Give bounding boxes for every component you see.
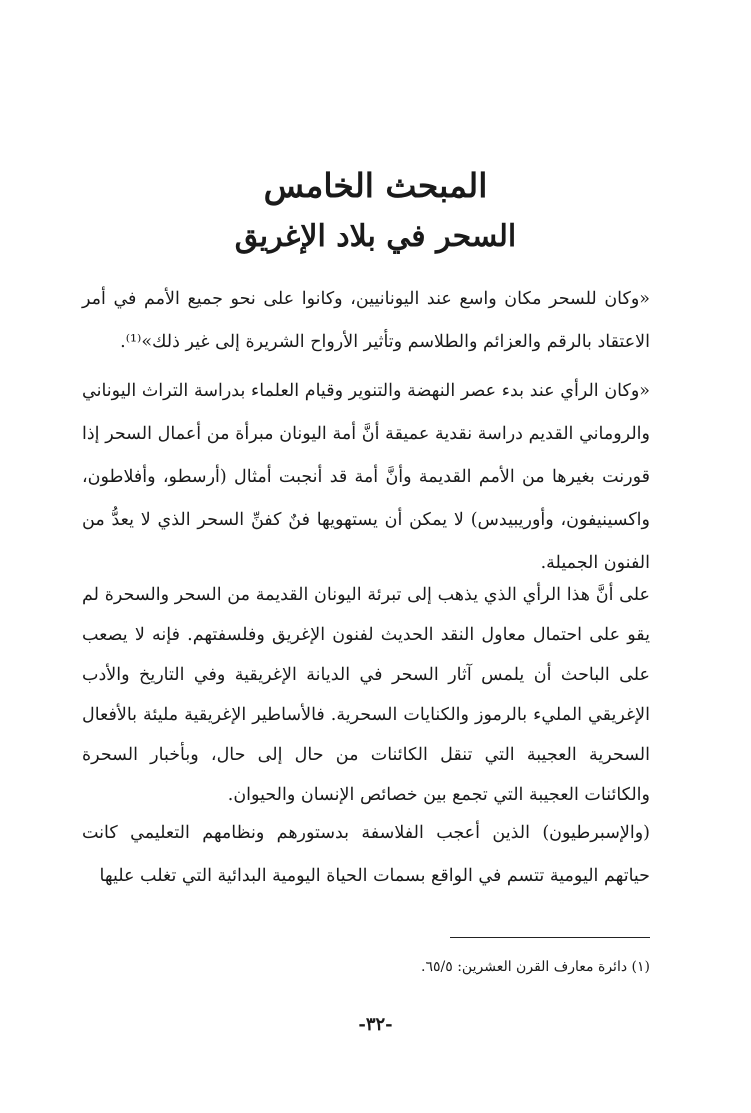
footnote: (١) دائرة معارف القرن العشرين: ٦٥/٥. [421, 959, 650, 975]
paragraph-2: «وكان الرأي عند بدء عصر النهضة والتنوير وقيام العلماء بدراسة التراث اليوناني والروماني القديم دراسة نقدية عميقة أنَّ أمة اليونان مبرأة من أعمال السحر إذا قورنت بغيرها من الأمم القديمة وأنَّ أمة قد أنجبت أمثال (أرسطو، وأفلاطون، واكسينيفون، وأوريبيدس) لا يمكن أن يستهويها فنٌ كفنِّ السحر الذي لا يعدُّ من الفنون الجميلة. [82, 381, 650, 573]
paragraph-1: «وكان للسحر مكان واسع عند اليونانيين، وكانوا على نحو جميع الأمم في أمر الاعتقاد بالرقم والعزائم والطلاسم وتأثير الأرواح الشريرة إلى غير ذلك»⁽¹⁾. [82, 289, 650, 352]
chapter-subtitle: السحر في بلاد الإغريق [234, 219, 517, 254]
footnote-divider [450, 937, 650, 938]
page-number: -٣٢- [358, 1014, 393, 1035]
chapter-title: المبحث الخامس [263, 166, 488, 205]
paragraph-4: (والإسبرطيون) الذين أعجب الفلاسفة بدستورهم ونظامهم التعليمي كانت حياتهم اليومية تتسم في الواقع بسمات الحياة اليومية البدائية التي تغلب عليها [82, 823, 650, 886]
paragraph-3: على أنَّ هذا الرأي الذي يذهب إلى تبرئة اليونان القديمة من السحر والسحرة لم يقو على احتمال معاول النقد الحديث لفنون الإغريق وفلسفتهم. فإنه لا يصعب على الباحث أن يلمس آثار السحر في الديانة الإغريقية وفي التاريخ والأدب الإغريقي المليء بالرموز والكنايات السحرية. فالأساطير الإغريقية مليئة بالأفعال السحرية العجيبة التي تنقل الكائنات من حال إلى حال، وبأخبار السحرة والكائنات العجيبة التي تجمع بين خصائص الإنسان والحيوان. [82, 585, 650, 805]
